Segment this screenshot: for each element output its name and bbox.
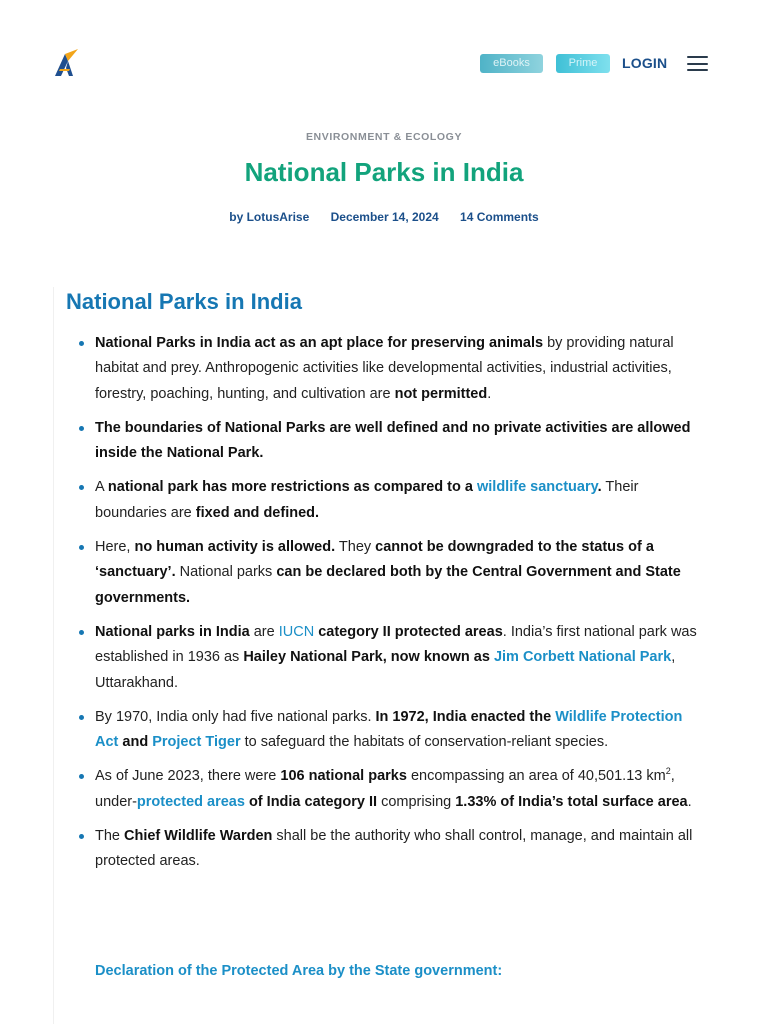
login-link[interactable]: LOGIN <box>622 55 668 71</box>
page-title: National Parks in India <box>244 157 524 187</box>
post-meta <box>0 210 768 224</box>
list-item: The boundaries of National Parks are well defined and no private activities are allowed inside the National Park. <box>95 416 707 467</box>
wildlife-protection-act-link[interactable]: Wildlife Protection Act <box>95 708 683 751</box>
list-item: By 1970, India only had five national parks. In 1972, India enacted the Wildlife Protection Act and Project Tiger to safeguard the habitats of conservation-reliant species. <box>95 705 707 756</box>
hamburger-menu-icon[interactable] <box>687 56 708 71</box>
section-heading: National Parks in India <box>66 289 302 314</box>
list-item: As of June 2023, there were 106 national parks encompassing an area of 40,501.13 $km^2$, under-protected areas of India category II comprising 1.33% of India’s total surface area. <box>95 764 707 815</box>
post-date[interactable]: December 14, 2024 <box>330 210 439 224</box>
protected-areas-link[interactable]: protected areas <box>136 793 245 810</box>
post-comments-count[interactable]: 14 Comments <box>460 210 539 224</box>
article-bullet-list <box>95 331 707 884</box>
list-item: A national park has more restrictions as compared to a wildlife sanctuary. Their boundaries are fixed and defined. <box>95 475 707 526</box>
list-item: National Parks in India act as an apt place for preserving animals by providing natural habitat and prey. Anthropogenic activities like developmental activities, industrial activities, forestry, poaching, hunting, and cultivation are not permitted. <box>95 331 707 407</box>
declaration-heading: Declaration of the Protected Area by the State government: <box>95 963 503 979</box>
iucn-link[interactable]: IUCN <box>278 623 315 640</box>
wildlife-sanctuary-link[interactable]: wildlife sanctuary <box>476 479 598 496</box>
list-item: The Chief Wildlife Warden shall be the authority who shall control, manage, and maintain all protected areas. <box>95 824 707 875</box>
ebooks-button[interactable]: eBooks <box>480 54 543 73</box>
lotusarise-logo-icon[interactable] <box>52 48 80 78</box>
post-category[interactable]: ENVIRONMENT & ECOLOGY <box>305 131 463 143</box>
post-author[interactable]: by LotusArise <box>229 210 310 224</box>
project-tiger-link[interactable]: Project Tiger <box>152 734 241 751</box>
site-header <box>0 0 768 120</box>
jim-corbett-link[interactable]: Jim Corbett National Park <box>493 649 672 666</box>
article-content <box>53 287 718 1024</box>
prime-button[interactable]: Prime <box>556 54 610 73</box>
list-item: Here, no human activity is allowed. They cannot be downgraded to the status of a ‘sanctuary’. National parks can be declared both by the Central Government and State governments. <box>95 535 707 611</box>
list-item: National parks in India are IUCN category II protected areas. India’s first national park was established in 1936 as Hailey National Park, now known as Jim Corbett National Park, Uttarakhand. <box>95 620 707 696</box>
